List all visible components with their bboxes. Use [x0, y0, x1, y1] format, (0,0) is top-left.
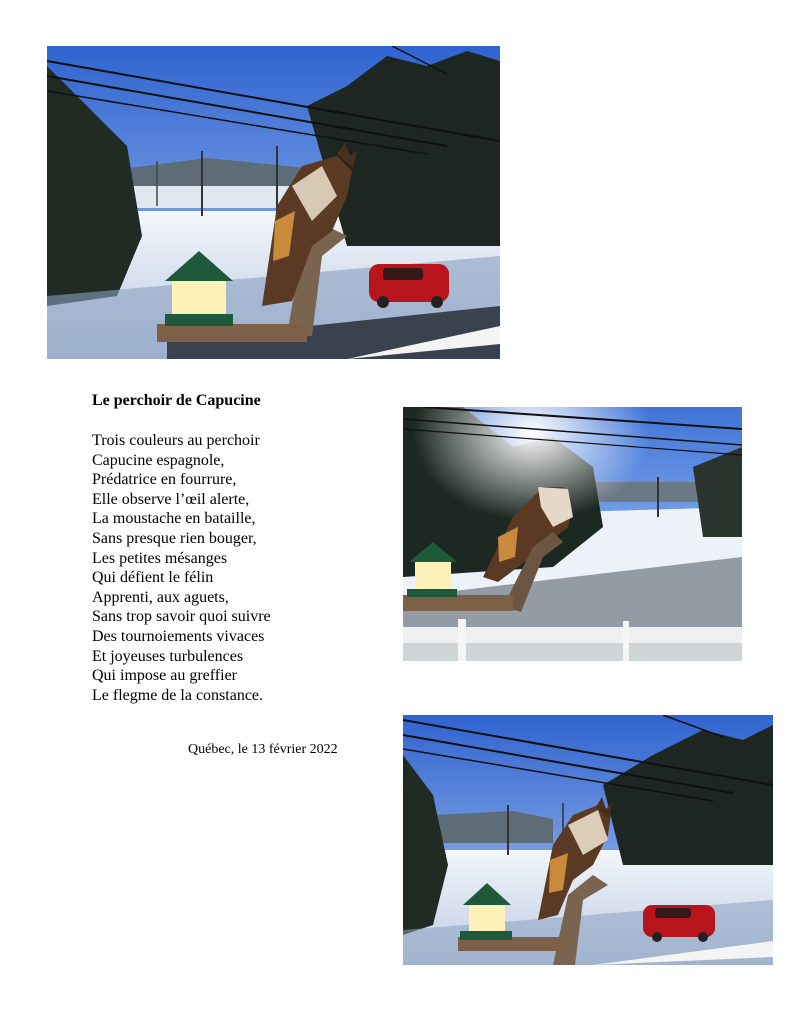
- poem-line: Elle observe l’œil alerte,: [92, 490, 250, 508]
- poem-line: Le flegme de la constance.: [92, 686, 264, 704]
- poem-line: Capucine espagnole,: [92, 451, 225, 469]
- poem-line: Les petites mésanges: [92, 549, 228, 567]
- photo-cat-perch-wide: [47, 46, 500, 359]
- poem-title: Le perchoir de Capucine: [92, 392, 261, 409]
- poem-line: Sans presque rien bouger,: [92, 529, 257, 547]
- photo-cat-perch-close-image: [403, 715, 773, 965]
- poem-line: Qui défient le félin: [92, 569, 214, 587]
- poem-line: Apprenti, aux aguets,: [92, 588, 229, 606]
- poem-line: Trois couleurs au perchoir: [92, 432, 260, 449]
- poem-signature: Québec, le 13 février 2022: [188, 742, 338, 757]
- photo-cat-perch-close: [403, 715, 773, 965]
- poem-line: Qui impose au greffier: [92, 667, 237, 685]
- poem-line: Et joyeuses turbulences: [92, 647, 244, 665]
- photo-cat-perch-sunlit-image: [403, 407, 742, 661]
- poem-line: La moustache en bataille,: [92, 510, 256, 528]
- photo-cat-perch-wide-image: [47, 46, 500, 359]
- photo-cat-perch-sunlit: [403, 407, 742, 661]
- poem-line: Des tournoiements vivaces: [92, 627, 265, 645]
- poem-body: [92, 431, 271, 705]
- poem-line: Sans trop savoir quoi suivre: [92, 608, 271, 626]
- poem-line: Prédatrice en fourrure,: [92, 471, 237, 489]
